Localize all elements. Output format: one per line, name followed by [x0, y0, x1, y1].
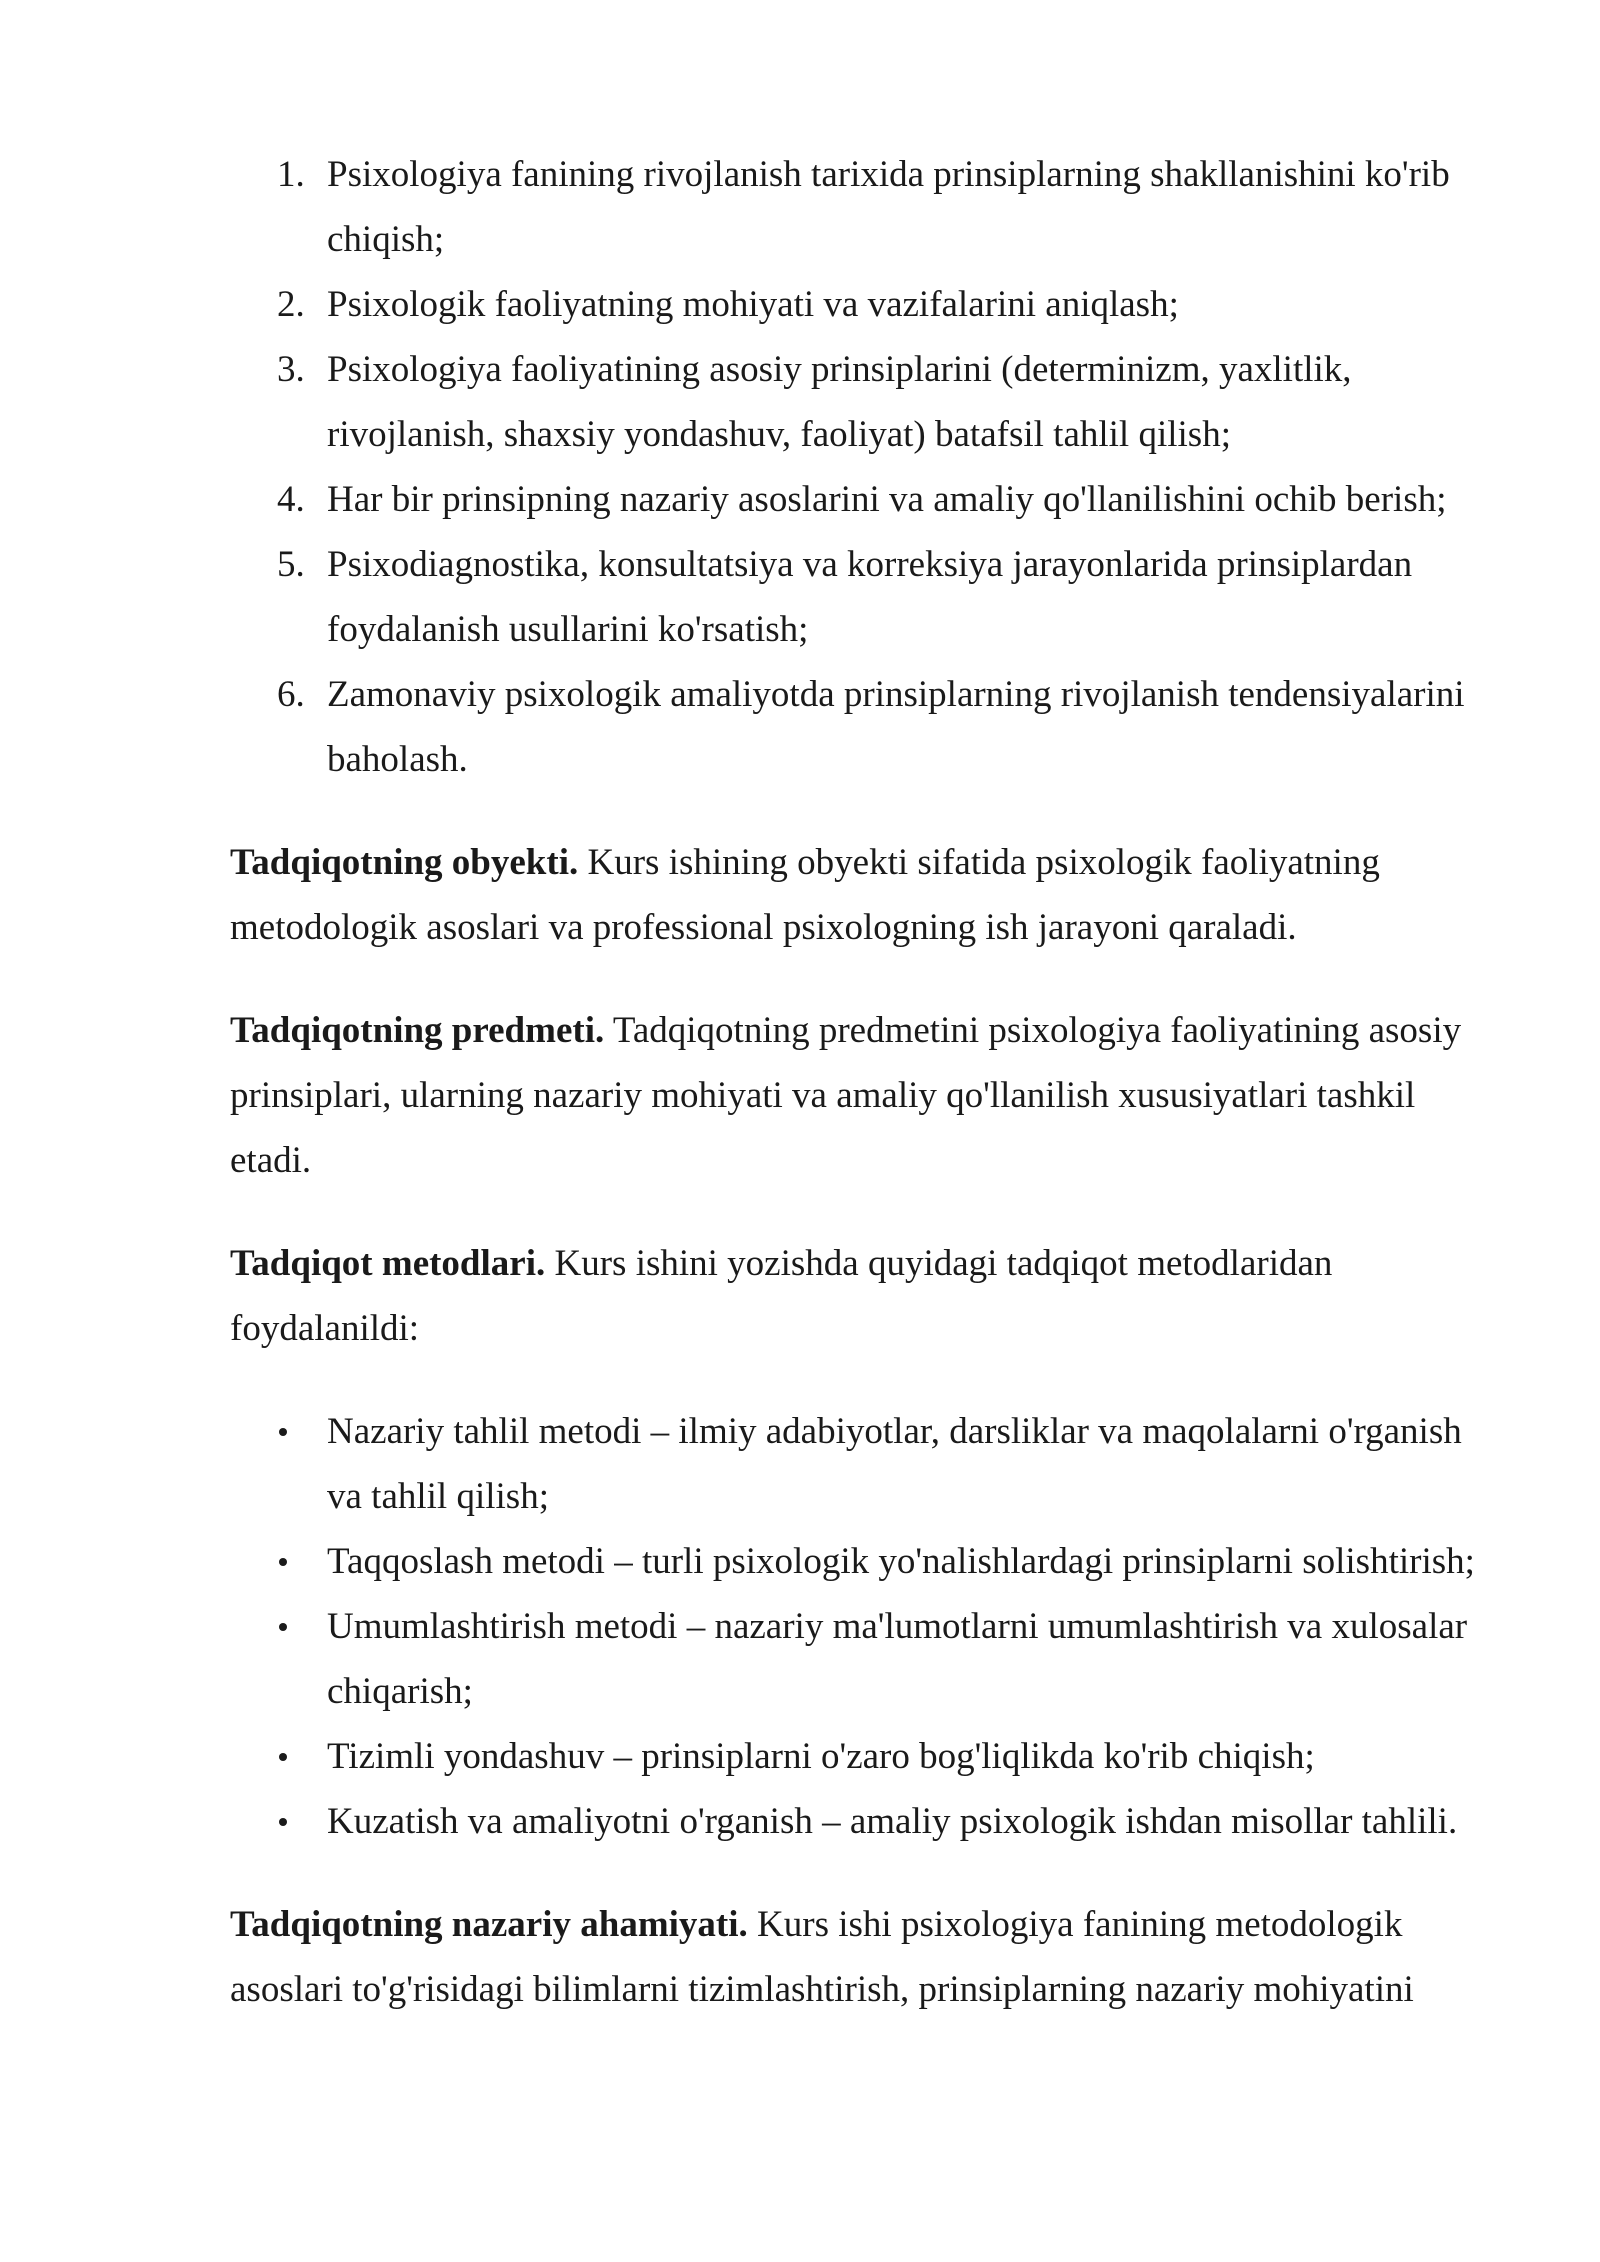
list-item — [230, 1529, 1500, 1594]
bullet-icon — [279, 1818, 287, 1826]
list-item-number: 4. — [277, 479, 305, 520]
list-item — [230, 1789, 1500, 1854]
list-item-text: Tizimli yondashuv – prinsiplarni o'zaro bog'liqlikda ko'rib chiqish; — [327, 1736, 1315, 1777]
research-subject-paragraph — [230, 998, 1500, 1193]
list-item — [230, 1594, 1500, 1724]
list-item-text: Psixologik faoliyatning mohiyati va vazifalarini aniqlash; — [327, 284, 1179, 325]
list-item — [230, 1399, 1500, 1529]
bullet-icon — [279, 1623, 287, 1631]
list-item-text: Psixologiya fanining rivojlanish tarixida prinsiplarning shakllanishini ko'rib chiqish; — [327, 154, 1450, 260]
list-item-number: 5. — [277, 544, 305, 585]
list-item-number: 6. — [277, 674, 305, 715]
list-item-number: 1. — [277, 154, 305, 195]
bullet-icon — [279, 1753, 287, 1761]
list-item — [230, 142, 1500, 272]
research-tasks-list — [230, 142, 1500, 792]
list-item — [230, 337, 1500, 467]
research-methods-list — [230, 1399, 1500, 1854]
research-subject-label: Tadqiqotning predmeti. — [230, 1010, 605, 1051]
theoretical-significance-text: Kurs ishi psixologiya fanining metodologik asoslari to'g'risidagi bilimlarni tizimlashtirish, prinsiplarning nazariy mohiyatini — [230, 1904, 1414, 2010]
list-item-text: Nazariy tahlil metodi – ilmiy adabiyotlar, darsliklar va maqolalarni o'rganish va tahlil qilish; — [327, 1411, 1462, 1517]
list-item-text: Umumlashtirish metodi – nazariy ma'lumotlarni umumlashtirish va xulosalar chiqarish; — [327, 1606, 1468, 1712]
list-item-text: Har bir prinsipning nazariy asoslarini va amaliy qo'llanilishini ochib berish; — [327, 479, 1447, 520]
research-object-text: Kurs ishining obyekti sifatida psixologik faoliyatning metodologik asoslari va professional psixologning ish jarayoni qaraladi. — [230, 842, 1380, 948]
bullet-icon — [279, 1558, 287, 1566]
theoretical-significance-label: Tadqiqotning nazariy ahamiyati. — [230, 1904, 748, 1945]
document-body — [230, 142, 1500, 2022]
list-item-text: Taqqoslash metodi – turli psixologik yo'nalishlardagi prinsiplarni solishtirish; — [327, 1541, 1475, 1582]
bullet-icon — [279, 1428, 287, 1436]
research-subject-text: Tadqiqotning predmetini psixologiya faoliyatining asosiy prinsiplari, ularning nazariy mohiyati va amaliy qo'llanilish xususiyatlari tashkil etadi. — [230, 1010, 1462, 1181]
research-object-label: Tadqiqotning obyekti. — [230, 842, 579, 883]
theoretical-significance-paragraph — [230, 1892, 1500, 2022]
list-item — [230, 662, 1500, 792]
research-object-paragraph — [230, 830, 1500, 960]
research-methods-label: Tadqiqot metodlari. — [230, 1243, 546, 1284]
list-item — [230, 1724, 1500, 1789]
research-methods-paragraph — [230, 1231, 1500, 1361]
list-item — [230, 467, 1500, 532]
list-item-text: Psixodiagnostika, konsultatsiya va korreksiya jarayonlarida prinsiplardan foydalanish usullarini ko'rsatish; — [327, 544, 1413, 650]
list-item — [230, 532, 1500, 662]
list-item-text: Kuzatish va amaliyotni o'rganish – amaliy psixologik ishdan misollar tahlili. — [327, 1801, 1458, 1842]
list-item-text: Psixologiya faoliyatining asosiy prinsiplarini (determinizm, yaxlitlik, rivojlanish, shaxsiy yondashuv, faoliyat) batafsil tahlil qilish; — [327, 349, 1352, 455]
list-item-number: 2. — [277, 284, 305, 325]
list-item-number: 3. — [277, 349, 305, 390]
research-methods-text: Kurs ishini yozishda quyidagi tadqiqot metodlaridan foydalanildi: — [230, 1243, 1333, 1349]
list-item — [230, 272, 1500, 337]
list-item-text: Zamonaviy psixologik amaliyotda prinsiplarning rivojlanish tendensiyalarini baholash. — [327, 674, 1465, 780]
